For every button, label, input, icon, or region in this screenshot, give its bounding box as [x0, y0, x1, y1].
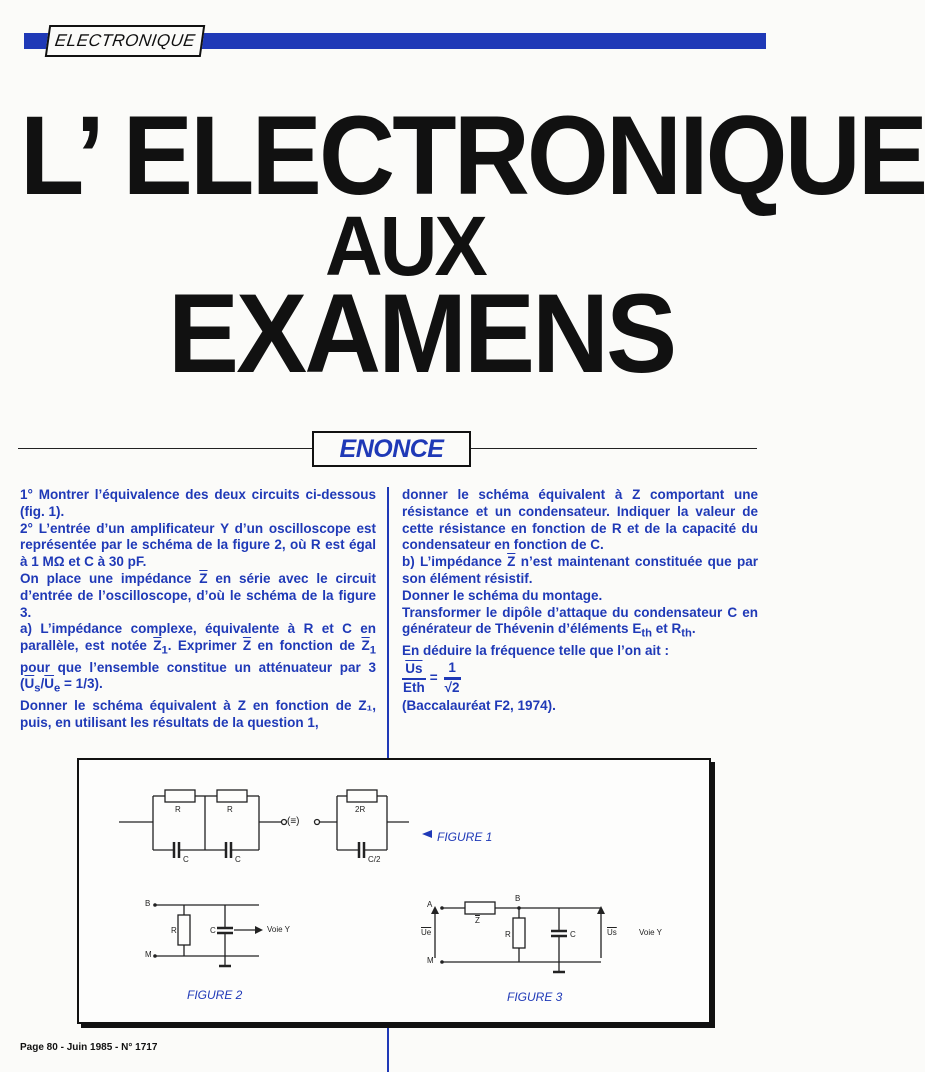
figure-2-label: FIGURE 2	[187, 988, 243, 1002]
fig3-voie-y: Voie Y	[639, 928, 662, 937]
title-line-1: L’ ELECTRONIQUE	[20, 93, 925, 218]
fig3-label-r: R	[505, 930, 511, 939]
question-2a: a) L’impédance complexe, équivalente à R et C en parallèle, est notée $\overline{Z}_1$. Exprimer $\overline{Z}$ en fonction de $\overline{Z}_1$ pour que l’ensemble constitue un atténuateur par 3 $(\overline{U}_s/\overline{U}_e = 1/3)$.	[20, 621, 376, 696]
equivalence-symbol: (≡)	[287, 816, 300, 827]
fig1-label-r2: R	[227, 805, 233, 814]
fig1-label-r1: R	[175, 805, 181, 814]
fig2-label-c: C	[210, 926, 216, 935]
source-citation: (Baccalauréat F2, 1974).	[402, 697, 556, 713]
question-2a-continued: Donner le schéma équivalent à Z en fonction de Z₁, puis, en utilisant les résultats de la question 1,	[20, 697, 376, 730]
figure-1-label: FIGURE 1	[437, 830, 493, 844]
figure1-pointer-icon	[422, 830, 432, 838]
section-rule-left	[18, 448, 312, 449]
section-heading: ENONCE	[312, 431, 471, 467]
question-2b-schema: Donner le schéma du montage.	[402, 587, 603, 603]
question-2b: b) L’impédance $\overline{Z}$ n’est maintenant constituée que par son élément résistif.	[402, 554, 758, 586]
question-2a-end: donner le schéma équivalent à Z comportant une résistance et un condensateur. Indiquer la valeur de cette résistance en fonction de R et de la capacité du condensateur en fonction de C.	[402, 487, 758, 553]
fig2-node-b: B	[145, 899, 151, 908]
arrow-voie-y-fig2	[255, 926, 263, 934]
title-line-2: AUX	[325, 199, 485, 293]
arrow-us	[597, 906, 605, 914]
fig1-label-c2: C	[235, 855, 241, 864]
fig2-label-r: R	[171, 926, 177, 935]
equals-sign: =	[429, 670, 438, 686]
fig3-node-a: A	[427, 900, 433, 909]
question-1: 1° Montrer l’équivalence des deux circuits ci-dessous (fig. 1).	[20, 487, 376, 519]
title-line-3: EXAMENS	[168, 271, 675, 396]
fig2-voie-y: Voie Y	[267, 925, 290, 934]
fig3-label-us: $\overline{Us}$	[607, 928, 617, 937]
fig1-label-2r: 2R	[355, 805, 366, 814]
fig3-label-ue: $\overline{Ue}$	[421, 928, 432, 937]
page-footer: Page 80 - Juin 1985 - N° 1717	[20, 1042, 158, 1053]
question-2b-thevenin: Transformer le dipôle d’attaque du condensateur C en générateur de Thévenin d’éléments $E_{th}$ et $R_{th}$.	[402, 604, 758, 641]
question-2b-frequency: En déduire la fréquence telle que l’on ait :	[402, 642, 670, 658]
fig3-label-c: C	[570, 930, 576, 939]
fig3-node-m: M	[427, 956, 434, 965]
fig1-label-chalf: C/2	[368, 855, 381, 864]
question-2: 2° L’entrée d’un amplificateur Y d’un oscilloscope est représentée par le schéma de la figure 2, où R est égal à 1 MΩ et C à 30 pF.	[20, 520, 376, 570]
fig1-label-c1: C	[183, 855, 189, 864]
fig3-label-z: $\overline{Z}$	[475, 916, 480, 925]
fig3-node-b: B	[515, 894, 521, 903]
ratio-equation	[402, 660, 758, 698]
figure-box	[77, 758, 711, 1024]
question-2-series: On place une impédance $\overline{Z}$ en série avec le circuit d’entrée de l’oscilloscope, d’où le schéma de la figure 3.	[20, 570, 376, 620]
figure-3-label: FIGURE 3	[507, 990, 563, 1004]
right-column	[402, 487, 758, 714]
fig2-node-m: M	[145, 950, 152, 959]
left-column	[20, 487, 376, 732]
circuit-diagrams	[79, 760, 709, 1022]
section-rule-right	[471, 448, 757, 449]
ratio-one-sqrt2: $\frac{1}{√2}$	[444, 660, 460, 696]
section-tag: ELECTRONIQUE	[45, 25, 206, 57]
ratio-us-eth: $\frac{\overline{Us}}{\text{Eth}}$	[403, 660, 425, 695]
